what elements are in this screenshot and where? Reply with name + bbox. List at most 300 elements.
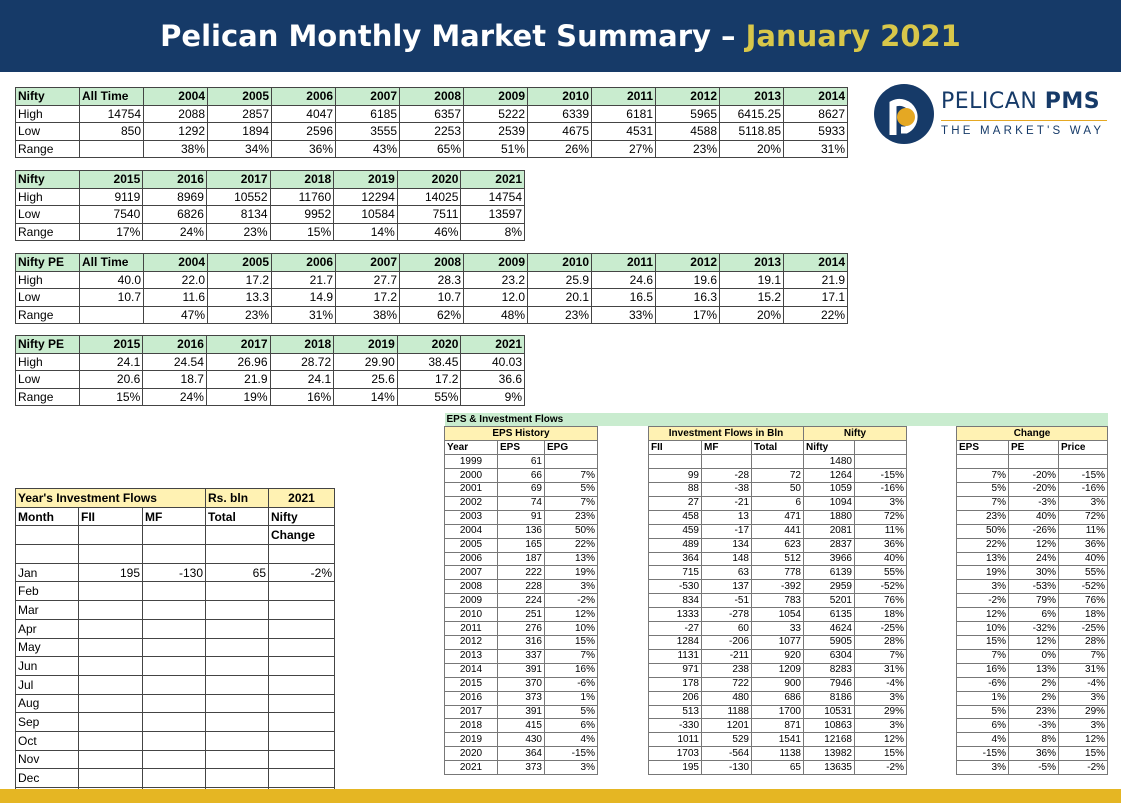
table-cell: 24% — [143, 223, 207, 241]
yif-year: 2021 — [269, 489, 335, 508]
yif-cell — [79, 713, 143, 732]
eps-row — [445, 747, 1108, 761]
change-eps: 5% — [957, 483, 1009, 497]
nifty-value: 13982 — [804, 747, 855, 761]
change-eps — [957, 455, 1009, 469]
nifty-change: 72% — [855, 510, 907, 524]
table-cell: 48% — [464, 306, 528, 324]
yif-month-row — [16, 713, 335, 732]
change-eps: 7% — [957, 469, 1009, 483]
yif-cell — [269, 657, 335, 676]
eps-row — [445, 608, 1108, 622]
nifty-value: 12168 — [804, 733, 855, 747]
nifty-change: 36% — [855, 538, 907, 552]
nifty-pe-table-2004-2014 — [15, 253, 848, 324]
flow-fii: 195 — [649, 761, 702, 775]
flow-total — [752, 455, 804, 469]
eps-gap-cell — [907, 594, 957, 608]
eps-row — [445, 663, 1108, 677]
flow-total: 686 — [752, 691, 804, 705]
table-row — [16, 188, 525, 206]
row-label: Low — [16, 371, 80, 389]
eps-gap-cell — [907, 636, 957, 650]
flow-total: 900 — [752, 677, 804, 691]
nifty-value: 1094 — [804, 496, 855, 510]
yif-cell — [143, 619, 206, 638]
table-row — [16, 353, 525, 371]
flow-total: 1700 — [752, 705, 804, 719]
table-cell: 12294 — [334, 188, 398, 206]
flow-mf: 63 — [702, 566, 752, 580]
change-eps: 50% — [957, 524, 1009, 538]
yif-col-month: Month — [16, 507, 79, 526]
table-cell: 24.1 — [270, 371, 334, 389]
flow-mf: -278 — [702, 608, 752, 622]
change-eps: -2% — [957, 594, 1009, 608]
eps-year: 2002 — [445, 496, 498, 510]
flow-fii: 1284 — [649, 636, 702, 650]
change-eps: -6% — [957, 677, 1009, 691]
table-cell: 28.72 — [270, 353, 334, 371]
flow-total: 778 — [752, 566, 804, 580]
table-cell: 21.9 — [206, 371, 270, 389]
table-cell: 16% — [270, 388, 334, 406]
table-cell: 10584 — [334, 206, 398, 224]
column-header: 2011 — [592, 88, 656, 106]
eps-col-change-price: Price — [1059, 441, 1108, 455]
column-header: 2020 — [397, 336, 461, 354]
eps-gap-cell — [598, 538, 649, 552]
table-cell: 24% — [143, 388, 207, 406]
table-cell: 23% — [206, 223, 270, 241]
flow-fii: 88 — [649, 483, 702, 497]
change-eps: 7% — [957, 496, 1009, 510]
eps-gap-cell — [907, 691, 957, 705]
table-cell: 19% — [206, 388, 270, 406]
flow-mf: 134 — [702, 538, 752, 552]
page-title — [160, 19, 961, 53]
eps-gap-cell — [598, 747, 649, 761]
table-cell: 43% — [336, 140, 400, 158]
table-cell: 22% — [784, 306, 848, 324]
change-eps: 15% — [957, 636, 1009, 650]
eps-gap-cell — [598, 427, 649, 441]
change-price: 28% — [1059, 636, 1108, 650]
nifty-value: 8186 — [804, 691, 855, 705]
column-header: 2019 — [334, 171, 398, 189]
nifty-value: 10531 — [804, 705, 855, 719]
eps-gap-cell — [598, 636, 649, 650]
change-price: 3% — [1059, 691, 1108, 705]
table-cell: 24.1 — [79, 353, 143, 371]
change-eps: 1% — [957, 691, 1009, 705]
yif-month-row — [16, 638, 335, 657]
yif-cell — [79, 619, 143, 638]
nifty-value: 6135 — [804, 608, 855, 622]
yif-month-label: Dec — [16, 769, 79, 788]
page-header — [0, 0, 1121, 72]
yif-cell — [206, 657, 269, 676]
eps-col-fii: FII — [649, 441, 702, 455]
table-cell: 15% — [79, 388, 143, 406]
yif-month-row — [16, 563, 335, 582]
table-cell: 14754 — [80, 105, 144, 123]
eps-growth: 13% — [545, 552, 598, 566]
table-cell: 6339 — [528, 105, 592, 123]
change-price — [1059, 455, 1108, 469]
eps-year: 2019 — [445, 733, 498, 747]
yif-cell — [206, 731, 269, 750]
eps-value: 222 — [498, 566, 545, 580]
table-cell: 31% — [272, 306, 336, 324]
yif-cell — [143, 713, 206, 732]
yif-header-row — [16, 507, 335, 526]
flow-fii: 178 — [649, 677, 702, 691]
eps-value: 251 — [498, 608, 545, 622]
yif-cell — [269, 601, 335, 620]
flow-total: 33 — [752, 622, 804, 636]
table-cell: 6181 — [592, 105, 656, 123]
yif-month-row — [16, 619, 335, 638]
eps-gap-cell — [598, 719, 649, 733]
yif-title: Year's Investment Flows — [16, 489, 206, 508]
eps-growth: 19% — [545, 566, 598, 580]
yif-col-fii: FII — [79, 507, 143, 526]
eps-investment-flows-panel — [444, 413, 1105, 786]
eps-gap-cell — [907, 608, 957, 622]
change-price: -25% — [1059, 622, 1108, 636]
yif-blank-cell — [206, 526, 269, 545]
table-cell: 14754 — [461, 188, 525, 206]
table-cell: 9% — [461, 388, 525, 406]
eps-gap-cell — [598, 455, 649, 469]
eps-year: 2006 — [445, 552, 498, 566]
table-cell: 6826 — [143, 206, 207, 224]
table-cell: 23% — [208, 306, 272, 324]
yif-month-label: Jul — [16, 675, 79, 694]
eps-group-history: EPS History — [445, 427, 598, 441]
yif-cell — [269, 750, 335, 769]
eps-col-nifty: Nifty — [804, 441, 855, 455]
flow-mf: 480 — [702, 691, 752, 705]
change-eps: -15% — [957, 747, 1009, 761]
flow-total: 1138 — [752, 747, 804, 761]
eps-gap-cell — [598, 608, 649, 622]
table-cell: 27.7 — [336, 271, 400, 289]
eps-row — [445, 733, 1108, 747]
nifty-change — [855, 455, 907, 469]
eps-year: 2000 — [445, 469, 498, 483]
table-cell: 17.2 — [208, 271, 272, 289]
eps-growth: 3% — [545, 580, 598, 594]
flow-mf: 238 — [702, 663, 752, 677]
eps-value: 316 — [498, 636, 545, 650]
change-price: 18% — [1059, 608, 1108, 622]
table-cell: 38% — [336, 306, 400, 324]
yif-cell — [206, 675, 269, 694]
yif-blank-cell — [143, 545, 206, 564]
change-price: 36% — [1059, 538, 1108, 552]
nifty-change: 15% — [855, 747, 907, 761]
change-pe: -26% — [1009, 524, 1059, 538]
table-cell: 25.9 — [528, 271, 592, 289]
eps-value: 415 — [498, 719, 545, 733]
flow-fii: 206 — [649, 691, 702, 705]
column-header: 2017 — [206, 171, 270, 189]
table-cell: 14% — [334, 223, 398, 241]
table-cell: 2596 — [272, 123, 336, 141]
yif-cell — [79, 657, 143, 676]
table-cell: 1894 — [208, 123, 272, 141]
table-cell — [80, 306, 144, 324]
table-cell: 21.9 — [784, 271, 848, 289]
flow-fii: 715 — [649, 566, 702, 580]
column-header: 2014 — [784, 88, 848, 106]
flow-mf — [702, 455, 752, 469]
column-header: 2015 — [79, 336, 143, 354]
eps-gap-cell — [598, 441, 649, 455]
eps-gap-cell — [907, 705, 957, 719]
change-eps: 5% — [957, 705, 1009, 719]
table-cell: 2539 — [464, 123, 528, 141]
nifty-change: 55% — [855, 566, 907, 580]
eps-value: 276 — [498, 622, 545, 636]
eps-growth: 5% — [545, 705, 598, 719]
table-cell: 36.6 — [461, 371, 525, 389]
eps-gap-cell — [598, 552, 649, 566]
pelican-pms-logo — [873, 83, 1108, 147]
table-cell: 20.6 — [79, 371, 143, 389]
yif-cell — [206, 619, 269, 638]
change-price: 29% — [1059, 705, 1108, 719]
flow-fii: 1703 — [649, 747, 702, 761]
yif-cell — [269, 731, 335, 750]
table-cell: 10.7 — [400, 289, 464, 307]
column-header: 2005 — [208, 88, 272, 106]
eps-year: 2004 — [445, 524, 498, 538]
eps-row — [445, 538, 1108, 552]
eps-gap-cell — [598, 566, 649, 580]
eps-row — [445, 580, 1108, 594]
table-cell: 8969 — [143, 188, 207, 206]
logo-name-bold: PMS — [1044, 89, 1101, 114]
table-cell: 6185 — [336, 105, 400, 123]
eps-growth: 22% — [545, 538, 598, 552]
eps-gap-cell — [598, 705, 649, 719]
eps-row — [445, 510, 1108, 524]
eps-value: 391 — [498, 705, 545, 719]
table-cell: 850 — [80, 123, 144, 141]
eps-growth: 50% — [545, 524, 598, 538]
change-eps: 10% — [957, 622, 1009, 636]
flow-total: 623 — [752, 538, 804, 552]
row-label: Range — [16, 223, 80, 241]
column-header: 2013 — [720, 254, 784, 272]
table-cell: 55% — [397, 388, 461, 406]
column-header: 2005 — [208, 254, 272, 272]
change-pe: 6% — [1009, 608, 1059, 622]
eps-gap-cell — [598, 691, 649, 705]
table-header-row — [16, 254, 848, 272]
flow-mf: 722 — [702, 677, 752, 691]
eps-value: 61 — [498, 455, 545, 469]
eps-growth: -6% — [545, 677, 598, 691]
change-price: -15% — [1059, 469, 1108, 483]
table-cell: 5222 — [464, 105, 528, 123]
table-cell: 5933 — [784, 123, 848, 141]
column-header: 2014 — [784, 254, 848, 272]
eps-growth: -2% — [545, 594, 598, 608]
table-cell: 22.0 — [144, 271, 208, 289]
table-cell: 8627 — [784, 105, 848, 123]
yif-cell — [269, 694, 335, 713]
nifty-value: 5905 — [804, 636, 855, 650]
nifty-value: 1480 — [804, 455, 855, 469]
table-cell: 8134 — [206, 206, 270, 224]
logo-tagline: THE MARKET'S WAY — [941, 125, 1105, 137]
flow-fii: 99 — [649, 469, 702, 483]
eps-growth: -15% — [545, 747, 598, 761]
table-cell: 7540 — [79, 206, 143, 224]
eps-value: 430 — [498, 733, 545, 747]
yif-cell — [143, 731, 206, 750]
eps-year: 2017 — [445, 705, 498, 719]
table-cell: 33% — [592, 306, 656, 324]
year-investment-flows-table — [15, 488, 335, 803]
nifty-change: -52% — [855, 580, 907, 594]
eps-gap-cell — [907, 496, 957, 510]
eps-gap-cell — [907, 427, 957, 441]
yif-cell — [206, 769, 269, 788]
eps-year: 2008 — [445, 580, 498, 594]
yif-title-row — [16, 489, 335, 508]
eps-growth: 15% — [545, 636, 598, 650]
eps-col-change-eps: EPS — [957, 441, 1009, 455]
eps-gap-cell — [907, 663, 957, 677]
eps-value: 364 — [498, 747, 545, 761]
change-pe: -5% — [1009, 761, 1059, 775]
yif-body — [16, 545, 335, 803]
eps-value: 74 — [498, 496, 545, 510]
pelican-logo-icon — [873, 83, 937, 147]
yif-cell — [269, 582, 335, 601]
flow-fii: 458 — [649, 510, 702, 524]
eps-gap-cell — [907, 469, 957, 483]
yif-cell — [79, 675, 143, 694]
nifty-change: 3% — [855, 691, 907, 705]
table-cell: 2253 — [400, 123, 464, 141]
eps-gap-cell — [907, 733, 957, 747]
yif-cell — [206, 750, 269, 769]
nifty-value: 6304 — [804, 649, 855, 663]
eps-gap-cell — [598, 483, 649, 497]
nifty-value: 13635 — [804, 761, 855, 775]
table-cell: 17% — [656, 306, 720, 324]
table-row — [16, 371, 525, 389]
eps-year: 2021 — [445, 761, 498, 775]
eps-row — [445, 552, 1108, 566]
yif-month-label: Aug — [16, 694, 79, 713]
eps-year: 2015 — [445, 677, 498, 691]
change-price: 55% — [1059, 566, 1108, 580]
eps-value: 373 — [498, 691, 545, 705]
eps-growth: 3% — [545, 761, 598, 775]
eps-gap-cell — [907, 649, 957, 663]
eps-gap-cell — [907, 510, 957, 524]
flow-total: 1209 — [752, 663, 804, 677]
eps-growth: 7% — [545, 469, 598, 483]
yif-blank-cell — [206, 545, 269, 564]
table-cell: 10552 — [206, 188, 270, 206]
row-label: Range — [16, 140, 80, 158]
row-label: High — [16, 353, 80, 371]
change-price: 76% — [1059, 594, 1108, 608]
flow-fii: 834 — [649, 594, 702, 608]
eps-gap-cell — [598, 622, 649, 636]
change-eps: 4% — [957, 733, 1009, 747]
table-cell: 36% — [272, 140, 336, 158]
eps-gap-cell — [907, 483, 957, 497]
table-cell: 12.0 — [464, 289, 528, 307]
eps-gap-cell — [907, 761, 957, 775]
change-eps: 7% — [957, 649, 1009, 663]
yif-cell — [206, 601, 269, 620]
title-main: Pelican Monthly Market Summary – — [160, 19, 746, 53]
change-pe: 12% — [1009, 636, 1059, 650]
nifty-change: 18% — [855, 608, 907, 622]
yif-cell — [143, 638, 206, 657]
eps-year: 2003 — [445, 510, 498, 524]
flow-mf: 1201 — [702, 719, 752, 733]
nifty-change: -2% — [855, 761, 907, 775]
eps-group-nifty: Nifty — [804, 427, 907, 441]
table-cell: 14.9 — [272, 289, 336, 307]
flow-fii: -27 — [649, 622, 702, 636]
eps-col-nifty-change — [855, 441, 907, 455]
eps-year: 2009 — [445, 594, 498, 608]
nifty-change: -25% — [855, 622, 907, 636]
change-price: -2% — [1059, 761, 1108, 775]
table-cell: 3555 — [336, 123, 400, 141]
eps-gap-cell — [907, 538, 957, 552]
row-label: Range — [16, 388, 80, 406]
change-price: 11% — [1059, 524, 1108, 538]
eps-growth — [545, 455, 598, 469]
yif-cell — [143, 601, 206, 620]
table-cell: 4531 — [592, 123, 656, 141]
flow-total: 512 — [752, 552, 804, 566]
nifty-change: -15% — [855, 469, 907, 483]
row-label: Low — [16, 289, 80, 307]
yif-cell — [143, 694, 206, 713]
eps-column-row — [445, 441, 1108, 455]
yif-cell — [79, 638, 143, 657]
yif-cell — [269, 619, 335, 638]
eps-gap-cell — [598, 496, 649, 510]
table-header-row — [16, 88, 848, 106]
column-header: 2015 — [79, 171, 143, 189]
change-eps: 19% — [957, 566, 1009, 580]
table-cell: 28.3 — [400, 271, 464, 289]
table-cell — [80, 140, 144, 158]
eps-title-row — [445, 413, 1108, 427]
table-cell: 9952 — [270, 206, 334, 224]
eps-growth: 12% — [545, 608, 598, 622]
flow-total: 72 — [752, 469, 804, 483]
eps-col-mf: MF — [702, 441, 752, 455]
yif-cell — [79, 750, 143, 769]
change-eps: 12% — [957, 608, 1009, 622]
